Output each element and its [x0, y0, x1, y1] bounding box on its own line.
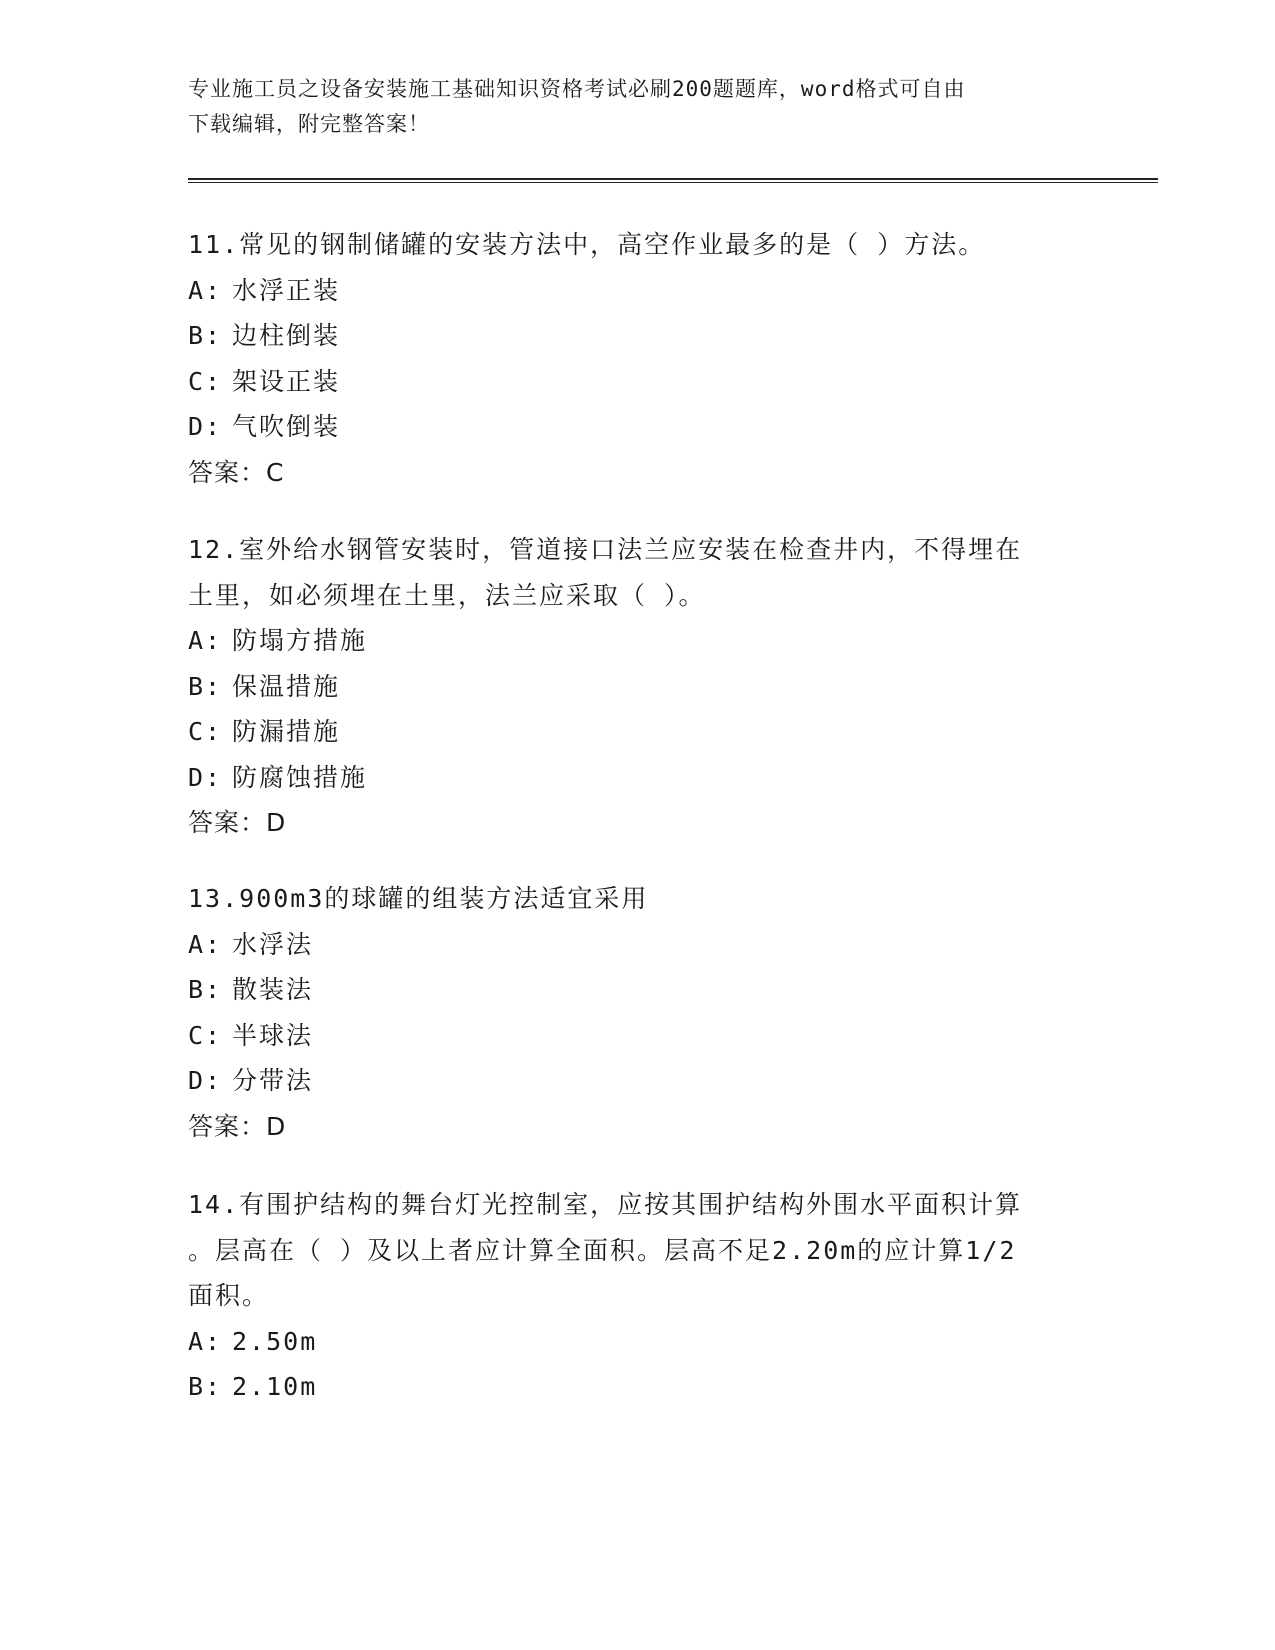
- option-a: [188, 1319, 1088, 1365]
- option-letter: A:: [188, 626, 223, 655]
- option-text: 防漏措施: [232, 717, 341, 746]
- option-letter: B:: [188, 975, 223, 1004]
- header-divider: [188, 178, 1158, 183]
- question-stem: [188, 527, 1088, 618]
- question-stem-line: 11.常见的钢制储罐的安装方法中，高空作业最多的是（ ）方法。: [188, 230, 986, 259]
- option-a: [188, 268, 1088, 314]
- option-text: 分带法: [232, 1066, 314, 1095]
- option-text: 2.50m: [232, 1326, 318, 1356]
- option-letter: C:: [188, 366, 223, 396]
- header-title-line-2: 下载编辑，附完整答案！: [188, 112, 430, 136]
- header-title-line-1: 专业施工员之设备安装施工基础知识资格考试必刷200题题库，word格式可自由: [188, 77, 966, 101]
- option-text: 水浮正装: [232, 275, 341, 305]
- question-stem-line: 14.有围护结构的舞台灯光控制室，应按其围护结构外围水平面积计算: [188, 1190, 1023, 1219]
- option-d: [188, 404, 1088, 450]
- question-12: [188, 527, 1088, 846]
- option-b: [188, 1364, 1088, 1410]
- option-text: 散装法: [232, 975, 314, 1004]
- option-b: [188, 313, 1088, 359]
- option-text: 防塌方措施: [232, 626, 368, 655]
- option-d: [188, 755, 1088, 801]
- option-letter: B:: [188, 321, 223, 350]
- question-stem: [188, 876, 1088, 922]
- question-stem: [188, 222, 1088, 268]
- option-d: [188, 1058, 1088, 1104]
- option-b: [188, 967, 1088, 1013]
- question-stem-line: 。层高在（ ）及以上者应计算全面积。层高不足2.20m的应计算1/2: [188, 1235, 1017, 1265]
- question-11: [188, 222, 1088, 495]
- option-letter: B:: [188, 671, 223, 701]
- document-header: [188, 72, 1068, 142]
- option-letter: D:: [188, 762, 223, 792]
- option-letter: D:: [188, 412, 223, 441]
- option-a: [188, 922, 1088, 968]
- question-stem-line: 面积。: [188, 1281, 270, 1310]
- answer-line: 答案：D: [188, 1111, 287, 1141]
- question-stem-line: 12.室外给水钢管安装时，管道接口法兰应安装在检查井内，不得埋在: [188, 535, 1023, 564]
- question-14: [188, 1182, 1088, 1410]
- option-c: [188, 1013, 1088, 1059]
- option-text: 边柱倒装: [232, 321, 341, 350]
- answer-line: 答案：D: [188, 808, 287, 837]
- option-text: 架设正装: [232, 366, 341, 396]
- option-letter: C:: [188, 717, 223, 746]
- question-stem-line: 土里，如必须埋在土里，法兰应采取（ ）。: [188, 580, 706, 610]
- answer-line: 答案：C: [188, 457, 285, 487]
- option-c: [188, 709, 1088, 755]
- option-text: 2.10m: [232, 1372, 318, 1401]
- option-letter: A:: [188, 1326, 223, 1356]
- option-c: [188, 359, 1088, 405]
- option-letter: B:: [188, 1372, 223, 1401]
- option-text: 水浮法: [232, 929, 314, 959]
- option-text: 防腐蚀措施: [232, 762, 368, 792]
- option-text: 半球法: [232, 1020, 314, 1050]
- option-text: 保温措施: [232, 671, 341, 701]
- question-stem-line: 13.900m3的球罐的组装方法适宜采用: [188, 884, 649, 913]
- option-b: [188, 664, 1088, 710]
- question-13: [188, 876, 1088, 1149]
- option-letter: A:: [188, 929, 223, 959]
- option-letter: A:: [188, 275, 223, 305]
- option-a: [188, 618, 1088, 664]
- option-letter: C:: [188, 1020, 223, 1050]
- question-stem: [188, 1182, 1088, 1319]
- option-text: 气吹倒装: [232, 412, 341, 441]
- option-letter: D:: [188, 1066, 223, 1095]
